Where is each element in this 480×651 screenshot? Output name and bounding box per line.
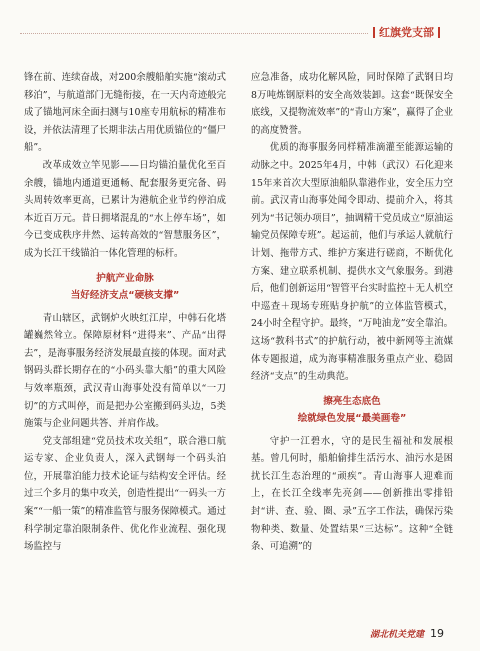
paragraph: 青山辖区，武钢炉火映红江岸，中韩石化塔罐巍然耸立。保障原材料“进得来”、产品“出得去”，是海事服务经济发展最直接的体现。面对武钢码头群长期存在的“小码头靠大船”的重大风险与效率瓶颈，武汉青山海事处没有简单以“一刀切”的方式叫停，而是把办公室搬到码头边，5类施策与企业问题共答、并肩作战。 [24, 312, 226, 430]
section-heading-line: 当好经济支点“硬核支撑” [70, 289, 180, 301]
paragraph: 锋在前、连续奋战，对200余艘船舶实施“滚动式移泊”，与航道部门无缝衔接，在一天内奇迹般完成了锚地河床全面扫测与10座专用航标的精准布设，并依法清理了长期非法占用优质锚位的“僵尸船”。 [24, 72, 226, 154]
page-header [0, 0, 480, 52]
paragraph: 应急准备，成功化解风险，同时保障了武钢日均8万吨炼钢原料的安全高效装卸。这套“既保安全底线，又提物流效率”的“青山方案”，赢得了企业的高度赞誉。 [251, 72, 453, 136]
right-column [251, 69, 453, 556]
magazine-title: 湖北机关党建 [369, 630, 424, 640]
section-tag [369, 24, 444, 40]
section-heading-line: 绘就绿色发展“最美画卷” [297, 412, 407, 424]
section-heading-line: 护航产业命脉 [96, 272, 154, 284]
section-tag-label: 红旗党支部 [379, 26, 434, 39]
paragraph: 守护一江碧水，守的是民生福祉和发展根基。曾几何时，船舶偷排生活污水、油污水是困扰长江生态治理的“顽疾”。青山海事人迎难而上，在长江全线率先亮剑——创新推出零排铅封“讲、查、验、圈、录”五字工作法，确保污染物种类、数量、处置结果“三达标”。这种“全链条、可追溯”的 [251, 435, 453, 553]
tag-bar-right [438, 27, 440, 38]
page-number: 19 [430, 627, 444, 640]
section-heading-1 [24, 270, 226, 304]
section-heading-2 [251, 393, 453, 427]
left-column [24, 69, 226, 556]
section-heading-line: 擦亮生态底色 [323, 395, 381, 407]
paragraph: 改革成效立竿见影——日均锚泊量优化至百余艘，锚地内通道更通畅、配套服务更完备、码头周转效率更高，已累计为港航企业节约停泊成本近百万元。昔日拥堵混乱的“水上停车场”，如今已变成秩序井然、运转高效的“智慧服务区”，成为长江干线锚泊一体化管理的标杆。 [24, 159, 226, 259]
tag-bar-left [373, 27, 375, 38]
paragraph: 党支部组建“党员技术攻关组”，联合港口航运专家、企业负责人，深入武钢每一个码头泊位，开展靠泊能力技术论证与结构安全评估。经过三个多月的集中攻关，创造性提出“一码头一方案”“一船一策”的精准监管与服务保障模式。通过科学制定靠泊限制条件、优化作业流程、强化现场监控与 [24, 435, 226, 553]
page-footer [370, 627, 444, 640]
paragraph: 优质的海事服务同样精准滴灌至能源运输的动脉之中。2025年4月，中韩（武汉）石化迎来15年来首次大型原油船队靠港作业，安全压力空前。武汉青山海事处闻令即动、提前介入，将其列为“书记领办项目”，抽调精干党员成立“原油运输党员保障专班”。起运前，他们与承运人就航行计划、拖带方式、维护方案进行磋商，不断优化方案、建立联系机制、提供水文气象服务。到港后，他们创新运用“智管平台实时监控＋无人机空中巡查＋现场专班贴身护航”的立体监管模式，24小时全程守护。最终，“万吨油龙”安全靠泊。这场“教科书式”的护航行动，被中新网等主流媒体专题报道，成为海事精准服务重点产业、稳固经济“支点”的生动典范。 [251, 142, 453, 383]
